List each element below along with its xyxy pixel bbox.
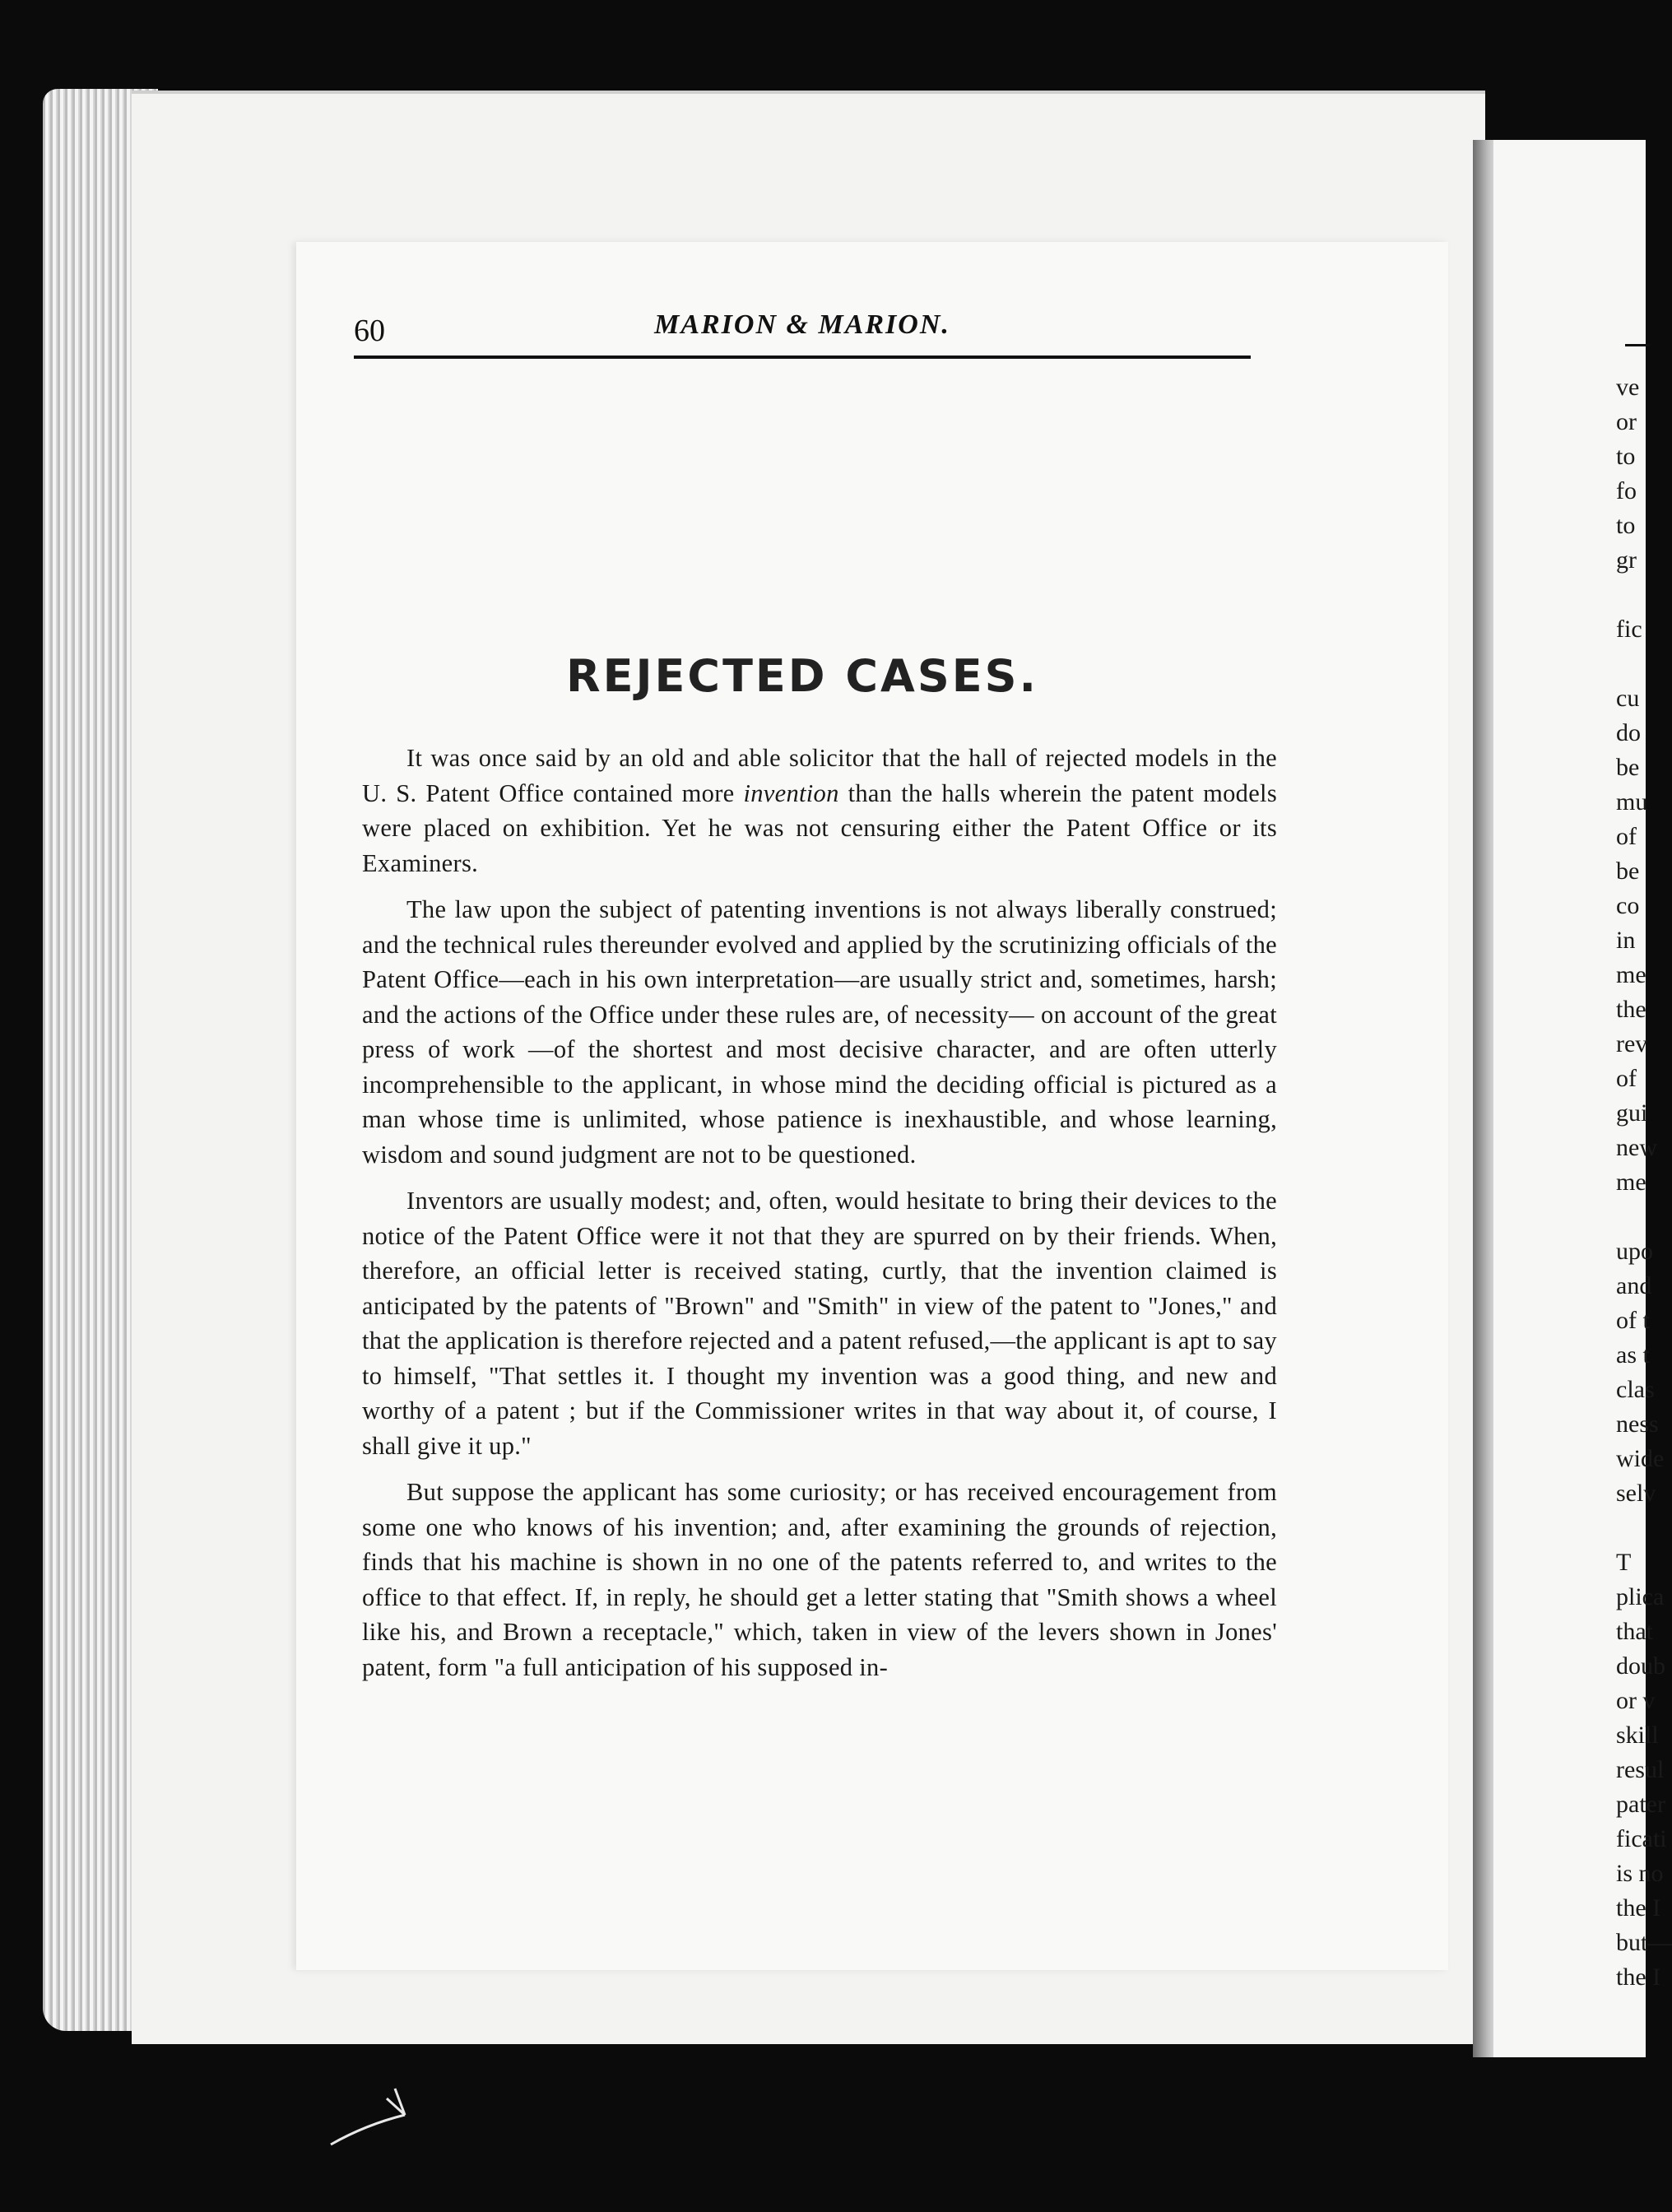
right-page-fragment: fic: [1616, 616, 1642, 643]
right-page-fragment: do: [1616, 719, 1641, 746]
right-page-fragment: ness: [1616, 1410, 1659, 1438]
right-page-fragment: of: [1616, 823, 1637, 850]
right-page-fragment: in: [1616, 927, 1636, 954]
right-page-fragment: gui: [1616, 1099, 1648, 1127]
page-number: 60: [354, 314, 385, 348]
right-page-fragment: rev: [1616, 1030, 1648, 1057]
right-page-fragment: gr: [1616, 546, 1637, 574]
right-page-fragment: is no: [1616, 1860, 1664, 1887]
right-page-fragment: clas: [1616, 1376, 1655, 1403]
paragraph-2: The law upon the subject of patenting inventions is not always liberally construed; and the technical rules thereunder evolved and applied by the scrutinizing officials of the Patent Office—each in his own interpretation—are usually strict and, sometimes, harsh; and the actions of the Office under these rules are, of necessity— on account of the great press of work —of the shortest and most decisive character, and are often utterly incomprehensible to the applicant, in whose mind the deciding official is pictured as a man whose time is unlimited, whose patience is inexhaustible, and whose learning, wisdom and sound judgment are not to be questioned.: [362, 895, 1277, 1169]
right-page-fragment: selv: [1616, 1480, 1656, 1507]
right-page-fragment: wide: [1616, 1445, 1665, 1472]
right-page-fragment: [1616, 1200, 1649, 1234]
right-page-fragment: fo: [1616, 477, 1637, 504]
right-page-fragment: to: [1616, 443, 1636, 470]
right-page-fragment: and: [1616, 1272, 1652, 1299]
right-page-fragment: ficati: [1616, 1825, 1667, 1852]
right-page-fragment: resul: [1616, 1756, 1665, 1783]
right-page-fragment: skill: [1616, 1722, 1659, 1749]
right-page-fragment: of t: [1616, 1307, 1650, 1334]
right-page-rule: [1625, 344, 1650, 346]
right-page-fragment: doub: [1616, 1652, 1665, 1680]
right-page-fragment: ve: [1616, 374, 1640, 401]
right-page-fragment: upo: [1616, 1238, 1653, 1265]
paragraph-1: [362, 741, 1277, 881]
right-page-fragment: the I: [1616, 1963, 1661, 1991]
right-page-fragment: me: [1616, 1169, 1646, 1196]
chapter-title: REJECTED CASES.: [565, 650, 1039, 702]
right-page-fragment: be: [1616, 754, 1640, 781]
pen-mark: [329, 2082, 411, 2148]
right-page-fragment: but—: [1616, 1929, 1672, 1956]
right-page-fragment: the I: [1616, 1894, 1661, 1922]
body-text: [362, 741, 1277, 1696]
right-page-fragment: T: [1616, 1549, 1632, 1576]
right-page-fragment: pater: [1616, 1791, 1665, 1818]
right-page-fragment: or v: [1616, 1687, 1656, 1714]
running-head: MARION & MARION.: [654, 309, 950, 340]
right-page-fragment: new: [1616, 1134, 1657, 1161]
paragraph-1-text: It was once said by an old and able solicitor that the hall of rejected models in the U. S. Patent Office contained more: [362, 744, 1277, 807]
right-page-fragment: mu: [1616, 788, 1648, 816]
right-page-fragment: of: [1616, 1065, 1637, 1092]
paragraph-1-text-end: than the halls wherein the patent models were placed on exhibition. Yet he was not censuring either the Patent Office or its Examiners.: [362, 778, 1278, 877]
right-page-fragment: as t: [1616, 1341, 1650, 1369]
right-page-fragment: me: [1616, 961, 1646, 988]
paragraph-4: But suppose the applicant has some curiosity; or has received encouragement from some one who knows of his invention; and, after examining the grounds of rejection, finds that his machine is shown in no one of the patents referred to, and writes to the office to that effect. If, in reply, he should get a letter stating that "Smith shows a wheel like his, and Brown a receptacle," which, taken in view of the levers shown in Jones' patent, form "a full anticipation of his supposed in-: [362, 1478, 1277, 1681]
right-page-fragment: co: [1616, 892, 1640, 919]
right-page-fragment: or: [1616, 408, 1637, 435]
right-page-fragment: [1616, 647, 1649, 681]
right-page-fragment: be: [1616, 857, 1640, 885]
right-page-fragment: [1616, 578, 1649, 612]
right-page-fragment: that: [1616, 1618, 1653, 1645]
right-page-fragment: to: [1616, 512, 1636, 539]
paragraph-3: Inventors are usually modest; and, often, would hesitate to bring their devices to the notice of the Patent Office were it not that they are spurred on by their friends. When, therefore, an official letter is received stating, curtly, that the invention claimed is anticipated by the patents of "Brown" and "Smith" in view of the patent to "Jones," and that the application is therefore rejected and a patent refused,—the applicant is apt to say to himself, "That settles it. I thought my invention was a good thing, and new and worthy of a patent ; but if the Commissioner writes in that way about it, of course, I shall give it up.": [362, 1187, 1277, 1460]
right-page-fragment: cu: [1616, 685, 1640, 712]
paragraph-1-emphasis: invention: [743, 778, 839, 807]
right-page-fragment: [1616, 1511, 1649, 1545]
right-page-text-fragments: [1616, 370, 1672, 1995]
right-page-fragment: the: [1616, 996, 1646, 1023]
page-header: [354, 306, 1251, 359]
right-page-fragment: plica: [1616, 1583, 1665, 1610]
